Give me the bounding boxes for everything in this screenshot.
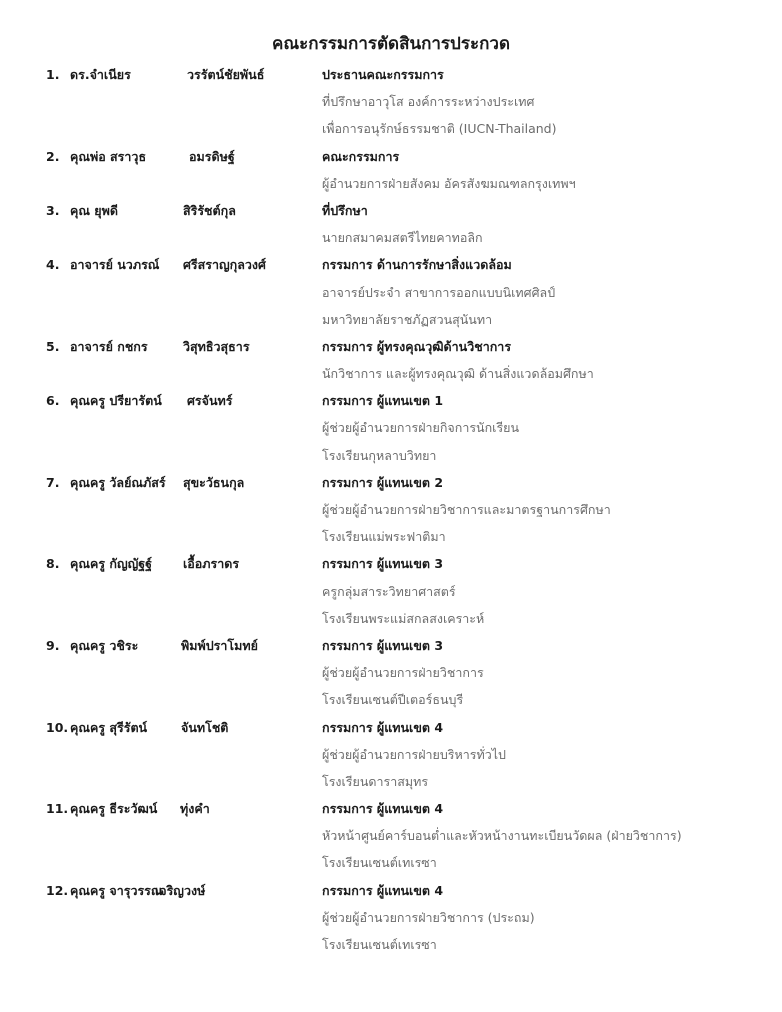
member-surname: สิริรัชต์กุล (183, 202, 236, 218)
member-name: อาจารย์ กชกร (70, 338, 148, 354)
member-name: อาจารย์ นวภรณ์ (70, 257, 160, 273)
member-affiliation: หัวหน้าศูนย์คาร์บอนต่ำและหัวหน้างานทะเบียนวัดผล (ฝ่ายวิชาการ) (322, 828, 682, 844)
member-affiliation: โรงเรียนเซนต์เทเรซา (322, 937, 437, 952)
member-role: กรรมการ ผู้แทนเขต 3 (322, 637, 444, 653)
member-surname: วรรัตน์ชัยพันธ์ (187, 67, 265, 82)
member-role: กรรมการ ผู้แทนเขต 2 (322, 474, 444, 490)
member-header-line (0, 877, 782, 904)
member-name: คุณครู วชิระ (70, 637, 139, 653)
member-detail-line (0, 442, 782, 469)
committee-member (0, 632, 782, 714)
member-role: กรรมการ ด้านการรักษาสิ่งแวดล้อม (322, 257, 512, 273)
member-affiliation: นายกสมาคมสตรีไทยคาทอลิก (322, 230, 483, 246)
member-affiliation: อาจารย์ประจำ สาขาการออกแบบนิเทศศิลป์ (322, 284, 556, 300)
member-role: คณะกรรมการ (322, 148, 400, 164)
page-title: คณะกรรมการตัดสินการประกวด (272, 34, 510, 54)
member-surname: ทุ่งคำ (180, 801, 210, 817)
member-affiliation: ผู้อำนวยการฝ่ายสังคม อัครสังฆมณฑลกรุงเทพฯ (322, 175, 576, 191)
member-affiliation: โรงเรียนพระแม่สกลสงเคราะห์ (322, 610, 485, 626)
member-header-line (0, 251, 782, 278)
member-affiliation: ผู้ช่วยผู้อำนวยการฝ่ายวิชาการ (ประถม) (322, 909, 535, 925)
member-number: 9. (46, 637, 60, 653)
member-name: คุณ ยุพดี (70, 202, 118, 218)
member-header-line (0, 143, 782, 170)
member-name: คุณครู ธีระวัฒน์ (70, 801, 158, 817)
committee-member (0, 550, 782, 632)
member-name: คุณครู สุรีรัตน์ (70, 719, 148, 735)
member-surname: วิสุทธิวสุธาร (183, 338, 250, 354)
member-affiliation: ผู้ช่วยผู้อำนวยการฝ่ายบริหารทั่วไป (322, 746, 506, 762)
member-header-line (0, 387, 782, 414)
committee-member (0, 714, 782, 796)
committee-member (0, 61, 782, 143)
member-role: กรรมการ ผู้แทนเขต 4 (322, 882, 444, 898)
member-detail-line (0, 88, 782, 115)
member-affiliation: โรงเรียนดาราสมุทร (322, 773, 429, 789)
member-detail-line (0, 414, 782, 441)
committee-member (0, 387, 782, 469)
member-header-line (0, 714, 782, 741)
committee-member (0, 877, 782, 959)
member-header-line (0, 795, 782, 822)
member-header-line (0, 469, 782, 496)
member-number: 12. (46, 882, 69, 898)
member-detail-line (0, 523, 782, 550)
member-role: ประธานคณะกรรมการ (322, 67, 444, 82)
member-number: 7. (46, 474, 60, 490)
committee-member (0, 197, 782, 251)
member-affiliation: โรงเรียนกุหลาบวิทยา (322, 447, 437, 463)
committee-member (0, 143, 782, 197)
member-detail-line (0, 170, 782, 197)
member-affiliation: ผู้ช่วยผู้อำนวยการฝ่ายวิชาการ (322, 665, 484, 681)
member-number: 1. (46, 67, 60, 82)
member-number: 10. (46, 719, 69, 735)
member-surname: พิมพ์ปราโมทย์ (181, 637, 258, 653)
member-role: กรรมการ ผู้แทนเขต 4 (322, 719, 444, 735)
member-detail-line (0, 360, 782, 387)
member-number: 6. (46, 393, 60, 409)
member-header-line (0, 61, 782, 88)
member-surname: ศรจันทร์ (187, 393, 233, 409)
member-name: คุณครู วัลย์ณภัสร์ (70, 474, 166, 490)
member-detail-line (0, 822, 782, 849)
member-detail-line (0, 931, 782, 958)
member-name: คุณครู ปรียารัตน์ (70, 393, 162, 409)
member-number: 2. (46, 148, 60, 164)
member-number: 3. (46, 202, 60, 218)
member-surname: สุขะวัธนกุล (183, 474, 245, 490)
member-role: กรรมการ ผู้แทนเขต 4 (322, 801, 444, 817)
member-affiliation: เพื่อการอนุรักษ์ธรรมชาติ (IUCN-Thailand) (322, 121, 557, 137)
member-detail-line (0, 768, 782, 795)
member-detail-line (0, 605, 782, 632)
member-number: 5. (46, 338, 60, 354)
member-detail-line (0, 306, 782, 333)
member-affiliation: ที่ปรึกษาอาวุโส องค์การระหว่างประเทศ (322, 94, 535, 110)
member-affiliation: โรงเรียนแม่พระฟาติมา (322, 529, 446, 545)
member-name: คุณครู จารุวรรณ (70, 882, 163, 898)
member-surname: ศรีสราญกุลวงศ์ (183, 257, 266, 273)
member-name: คุณครู กัญญัฐฐ์ (70, 556, 153, 572)
member-header-line (0, 197, 782, 224)
member-surname: อมรดิษฐ์ (189, 148, 235, 164)
member-affiliation: ผู้ช่วยผู้อำนวยการฝ่ายวิชาการและมาตรฐานการศึกษา (322, 502, 611, 517)
member-affiliation: ครูกลุ่มสาระวิทยาศาสตร์ (322, 583, 456, 599)
member-number: 4. (46, 257, 60, 273)
member-role: ที่ปรึกษา (322, 202, 368, 218)
member-surname: จันทโชติ (181, 719, 229, 735)
member-affiliation: นักวิชาการ และผู้ทรงคุณวุฒิ ด้านสิ่งแวดล้อมศึกษา (322, 366, 594, 382)
member-header-line (0, 632, 782, 659)
member-role: กรรมการ ผู้ทรงคุณวุฒิด้านวิชาการ (322, 338, 512, 354)
member-affiliation: ผู้ช่วยผู้อำนวยการฝ่ายกิจการนักเรียน (322, 420, 520, 436)
member-number: 11. (46, 801, 69, 817)
member-detail-line (0, 578, 782, 605)
member-detail-line (0, 904, 782, 931)
member-name: ดร.จำเนียร (70, 67, 131, 82)
member-name: คุณพ่อ สราวุธ (70, 148, 147, 164)
member-affiliation: โรงเรียนเซนต์เทเรซา (322, 855, 437, 871)
member-detail-line (0, 496, 782, 523)
committee-member (0, 251, 782, 333)
member-header-line (0, 333, 782, 360)
member-detail-line (0, 686, 782, 713)
member-affiliation: มหาวิทยาลัยราชภัฏสวนสุนันทา (322, 311, 493, 327)
member-detail-line (0, 741, 782, 768)
member-detail-line (0, 115, 782, 142)
member-affiliation: โรงเรียนเซนต์ปีเตอร์ธนบุรี (322, 692, 464, 708)
member-detail-line (0, 224, 782, 251)
member-detail-line (0, 279, 782, 306)
committee-member (0, 469, 782, 551)
committee-member (0, 795, 782, 877)
member-role: กรรมการ ผู้แทนเขต 1 (322, 393, 444, 409)
member-surname: เอื้อภราดร (183, 556, 240, 572)
committee-list (0, 61, 782, 958)
committee-member (0, 333, 782, 387)
member-detail-line (0, 849, 782, 876)
member-surname: เจริญวงษ์ (155, 882, 206, 898)
member-header-line (0, 550, 782, 577)
member-number: 8. (46, 556, 60, 572)
member-detail-line (0, 659, 782, 686)
member-role: กรรมการ ผู้แทนเขต 3 (322, 556, 444, 572)
